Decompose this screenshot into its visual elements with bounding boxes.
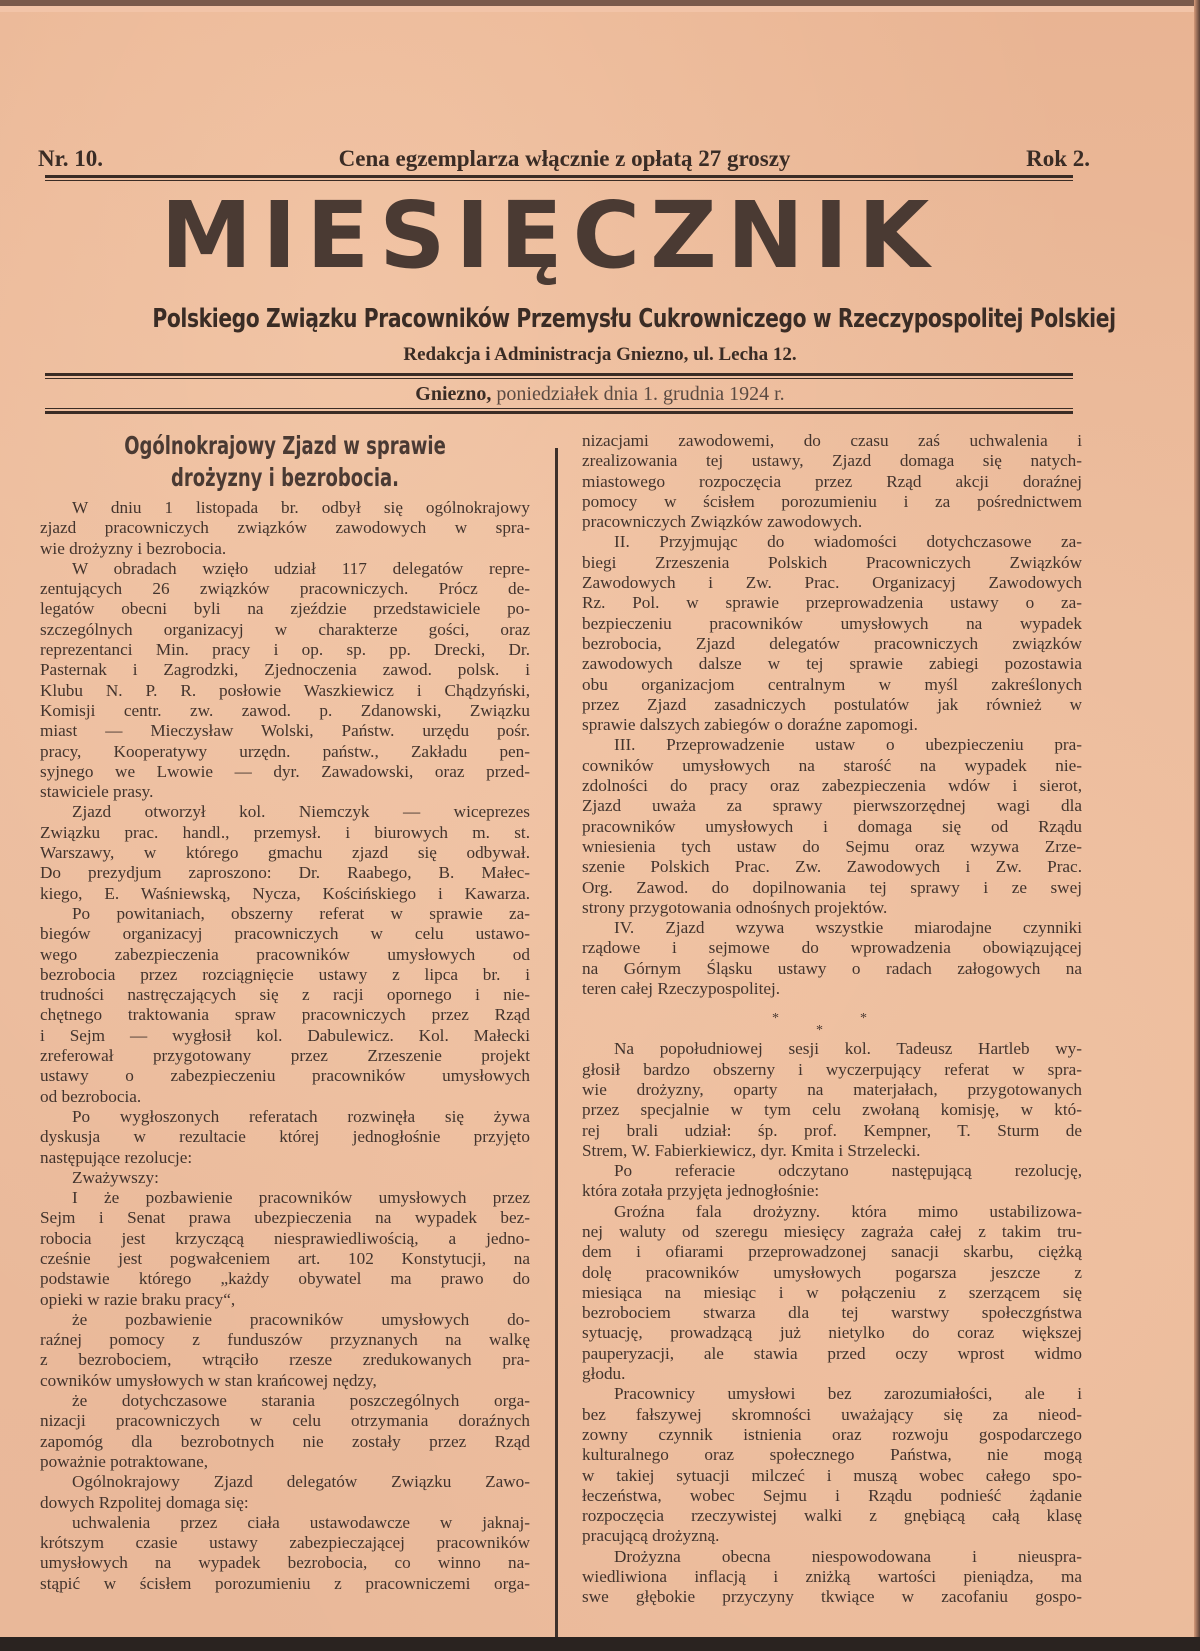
- section-separator: [582, 999, 1082, 1039]
- text-line: sprawie dalszych zabiegów o doraźne zapomogi.: [582, 715, 918, 735]
- separator-asterisk: *: [772, 1011, 779, 1027]
- dateline-place: Gniezno,: [415, 383, 492, 405]
- text-line: wniesienia tych ustaw do Sejmu oraz wzywa Zrze-: [582, 836, 1082, 856]
- text-line: W obradach wzięło udział 117 delegatów repre-: [72, 558, 530, 578]
- text-line: obu organizacjom centralnym w myśl zakreślonych: [582, 674, 1082, 694]
- text-line: rej brali udział: śp. prof. Kempner, T. Sturm de: [582, 1120, 1082, 1140]
- text-line: Strem, W. Fabierkiewicz, dyr. Kmita i Strzelecki.: [582, 1140, 921, 1160]
- text-line: kiego, E. Waśniewską, Nycza, Kościńskiego i Kawarza.: [40, 883, 530, 903]
- text-line: przez Zjazd zasadniczych postulatów jak również w: [582, 694, 1082, 714]
- masthead-rule-bottom: [45, 411, 1073, 414]
- text-line: dolę pracowników umysłowych pogarsza jeszcze z: [582, 1262, 1082, 1282]
- text-line: miastowego rozpoczęcia przez Rząd akcji doraźnej: [582, 471, 1082, 491]
- text-line: która zotała przyjęta jednogłośnie:: [582, 1181, 820, 1201]
- text-line: w takiej sytuacji milczeć i muszą wobec całego spo-: [582, 1465, 1082, 1485]
- text-line: wiedliwiona inflacją i zniżką wartości pieniądza, ma: [582, 1567, 1082, 1587]
- text-line: pauperyzacji, ale stawia przed oczy wprost widmo: [582, 1343, 1082, 1363]
- text-line: Rz. Pol. w sprawie przeprowadzenia ustawy o za-: [582, 593, 1082, 613]
- text-line: krótszym czasie ustawy zabezpieczającej pracowników: [40, 1533, 530, 1553]
- separator-asterisk: *: [860, 1011, 867, 1027]
- text-line: Ogólnokrajowy Zjazd delegatów Związku Zawo-: [72, 1472, 530, 1492]
- text-line: Groźna fala drożyzny. która mimo ustabilizowa-: [614, 1201, 1082, 1221]
- text-line: miast — Mieczysław Wolski, Państw. urzędu pośr.: [40, 721, 530, 741]
- text-line: zapomóg dla bezrobotnych nie zostały przez Rząd: [40, 1431, 530, 1451]
- text-line: Po wygłoszonych referatach rozwinęła się żywa: [72, 1106, 530, 1126]
- text-line: robocia jest krzyczącą niesprawiedliwością, a jedno-: [40, 1228, 530, 1248]
- text-line: Sejm i Senat prawa ubezpieczenia na wypadek bez-: [40, 1208, 530, 1228]
- text-line: łeczeństwa, wobec Sejmu i Rządu podnieść żądanie: [582, 1485, 1082, 1505]
- text-line: zjazd pracowniczych związków zawodowych w spra-: [40, 518, 530, 538]
- text-line: bezrobociem stwarza dla tej warstwy społeczgństwa: [582, 1303, 1082, 1323]
- text-line: chętnego traktowania spraw pracowniczych przez Rząd: [40, 1005, 530, 1025]
- text-line: zreferował przygotowany przez Zrzeszenie projekt: [40, 1046, 530, 1066]
- right-column-text-afternoon-session: [582, 1039, 1082, 1607]
- text-line: że pozbawienie pracowników umysłowych do-: [72, 1309, 530, 1329]
- masthead-rule-middle-thin: [45, 378, 1073, 379]
- text-line: głosił bardzo obszerny i wyczerpujący referat w spra-: [582, 1059, 1082, 1079]
- text-line: stawiciele prasy.: [40, 782, 154, 802]
- text-line: biegów organizacyj pracowniczych w celu ustawo-: [40, 924, 530, 944]
- text-line: zdolności do pracy oraz zabezpieczenia wdów i sierot,: [582, 776, 1082, 796]
- issue-number: Nr. 10.: [38, 146, 103, 171]
- newspaper-subtitle: Polskiego Związku Pracowników Przemysłu Cukrowniczego w Rzeczypospolitej Polskiej: [152, 304, 1116, 334]
- masthead-rule-bottom-thin: [45, 408, 1073, 409]
- headline-line: drożyzny i bezrobocia.: [171, 463, 399, 492]
- text-line: nizacjami zawodowemi, do czasu zaś uchwalenia i: [582, 431, 1082, 450]
- text-line: że dotychczasowe starania poszczególnych orga-: [72, 1391, 530, 1411]
- text-line: od bezrobocia.: [40, 1086, 142, 1106]
- text-line: nej waluty od szeregu miesięcy zagraża całej z takim tru-: [582, 1221, 1082, 1241]
- text-line: Po powitaniach, obszerny referat w sprawie za-: [72, 903, 530, 923]
- text-line: W dniu 1 listopada br. odbył się ogólnokrajowy: [72, 498, 530, 517]
- text-line: legatów obecni byli na zjeździe przedstawiciele po-: [40, 599, 530, 619]
- text-line: I że pozbawienie pracowników umysłowych przez: [72, 1188, 530, 1208]
- text-line: II. Przyjmując do wiadomości dotychczasowe za-: [614, 532, 1082, 552]
- text-line: swe głębokie przyczyny tkwiące w zacofaniu gospo-: [582, 1587, 1082, 1607]
- text-line: Org. Zawod. do dopilnowania tej sprawy i ze swej: [582, 877, 1082, 897]
- text-line: umysłowych na wypadek bezrobocia, co winno na-: [40, 1553, 530, 1573]
- text-line: teren całej Rzeczypospolitej.: [582, 979, 781, 999]
- column-divider: [555, 448, 558, 1638]
- text-line: następujące rezolucje:: [40, 1147, 193, 1167]
- dateline-date: poniedziałek dnia 1. grudnia 1924 r.: [491, 383, 785, 405]
- text-line: poważnie potraktowane,: [40, 1451, 208, 1471]
- text-line: reprezentanci Min. pracy i op. sp. pp. Drecki, Dr.: [40, 640, 530, 660]
- text-line: nizacji pracowniczych w celu otrzymania doraźnych: [40, 1411, 530, 1431]
- text-line: Komisji centr. zw. zawod. p. Zdanowski, Związku: [40, 700, 530, 720]
- page-top-fold: [0, 6, 1200, 12]
- text-line: biegi Zrzeszenia Polskich Pracowniczych Związków: [582, 552, 1082, 572]
- text-line: kulturalnego oraz społecznego Państwa, nie mogą: [582, 1445, 1082, 1465]
- text-line: pracowniczych Związków zawodowych.: [582, 512, 863, 532]
- text-line: Klubu N. P. R. posłowie Waszkiewicz i Chądzyński,: [40, 680, 530, 700]
- text-line: Do prezydjum zaproszono: Dr. Raabego, B. Małec-: [40, 863, 530, 883]
- text-line: rozpoczęcia rzeczywistej walki z gnębiącą całą klasę: [582, 1506, 1082, 1526]
- text-line: Po referacie odczytano następującą rezolucję,: [614, 1161, 1082, 1181]
- text-line: stąpić w ścisłem porozumieniu z pracowniczemi orga-: [40, 1573, 530, 1593]
- right-column-text-resolutions: [582, 431, 1082, 999]
- text-line: szczególnych organizacyj w charakterze gości, oraz: [40, 619, 530, 639]
- text-line: III. Przeprowadzenie ustaw o ubezpieczeniu pra-: [614, 735, 1082, 755]
- text-line: Zjazd uważa za sprawy pierwszorzędnej wagi dla: [582, 796, 1082, 816]
- text-line: trudności nastręczających się z racji opornego i nie-: [40, 985, 530, 1005]
- page-bottom-edge: [0, 1637, 1200, 1651]
- masthead-rule-middle: [45, 373, 1073, 376]
- text-line: wie drożyzny i bezrobocia.: [40, 538, 227, 558]
- text-line: głodu.: [582, 1364, 626, 1384]
- text-line: Związku prac. handl., przemysł. i biurowych m. st.: [40, 822, 530, 842]
- text-line: szenie Polskich Prac. Zw. Zawodowych i Zw. Prac.: [582, 857, 1082, 877]
- article-headline: [40, 430, 530, 494]
- text-line: bez fałszywej skromności uważający się za nieod-: [582, 1404, 1082, 1424]
- text-line: Warszawy, w którego gmachu zjazd się odbywał.: [40, 843, 530, 863]
- text-line: cowników umysłowych w stan krańcowej nędzy,: [40, 1370, 377, 1390]
- text-line: Zawodowych i Zw. Prac. Organizacyj Zawodowych: [582, 573, 1082, 593]
- text-line: zawodowych dalsze w tej sprawie zabiegi pozostawia: [582, 654, 1082, 674]
- text-line: wego zabezpieczenia pracowników umysłowych od: [40, 944, 530, 964]
- separator-asterisk: *: [816, 1023, 823, 1039]
- text-line: z bezrobociem, wtrąciło rzesze zredukowanych pra-: [40, 1350, 530, 1370]
- publication-year: Rok 2.: [1026, 146, 1090, 171]
- text-line: bezrobocia przez rozciągnięcie ustawy z lipca br. i: [40, 964, 530, 984]
- text-line: cześnie jest pogwałceniem art. 102 Konstytucji, na: [40, 1248, 530, 1268]
- text-line: ustawy o zabezpieczeniu pracowników umysłowych: [40, 1066, 530, 1086]
- text-line: dowych Rzpolitej domaga się:: [40, 1492, 249, 1512]
- text-line: miesiąca na miesiąc i w połączeniu z szerzącem się: [582, 1282, 1082, 1302]
- masthead-rule-top-thin: [45, 180, 1073, 181]
- text-line: na Górnym Śląsku ustawy o radach załogowych na: [582, 958, 1082, 978]
- text-line: Pasternak i Zagrodzki, Zjednoczenia zawod. polsk. i: [40, 660, 530, 680]
- text-line: zrealizowania tej ustawy, Zjazd domaga się natych-: [582, 451, 1082, 471]
- headline-line: Ogólnokrajowy Zjazd w sprawie: [124, 431, 446, 460]
- article-left-column: [40, 428, 530, 1594]
- text-line: Pracownicy umysłowi bez zarozumiałości, ale i: [614, 1384, 1082, 1404]
- text-line: Drożyzna obecna niespowodowana i nieuspra-: [614, 1546, 1082, 1566]
- text-line: przez specjalnie w tym celu zwołaną komisję, w któ-: [582, 1100, 1082, 1120]
- text-line: zentujących 26 związków pracowniczych. Prócz de-: [40, 579, 530, 599]
- text-line: zowny czynnik istnienia oraz rozwoju gospodarczego: [582, 1424, 1082, 1444]
- text-line: bezpieczeniu pracowników umysłowych na wypadek: [582, 613, 1082, 633]
- text-line: dyskusja w rezultacie której jednogłośnie przyjęto: [40, 1127, 530, 1147]
- text-line: opieki w razie braku pracy“,: [40, 1289, 236, 1309]
- text-line: dem i ofiarami przeprowadzonej sanacji skarbu, ciężką: [582, 1242, 1082, 1262]
- issue-dateline: [0, 383, 1200, 406]
- text-line: uchwalenia przez ciała ustawodawcze w jaknaj-: [72, 1512, 530, 1532]
- text-line: rządowe i sejmowe do wprowadzenia obowiązującej: [582, 938, 1082, 958]
- issue-price: Cena egzemplarza włącznie z opłatą 27 groszy: [338, 146, 791, 171]
- text-line: i Sejm — wygłosił kol. Dabulewicz. Kol. Małecki: [40, 1025, 530, 1045]
- text-line: bezrobocia, Zjazd delegatów pracowniczych związków: [582, 633, 1082, 653]
- text-line: Zjazd otworzył kol. Niemczyk — wiceprezes: [72, 802, 530, 822]
- newspaper-title: MIESIĘCZNIK: [160, 182, 940, 289]
- masthead-info-line: [38, 146, 1090, 172]
- text-line: strony przygotowania odnośnych projektów.: [582, 897, 888, 917]
- text-line: pracowników umysłowych i domaga się od Rządu: [582, 816, 1082, 836]
- text-line: pracującą drożyzną.: [582, 1526, 720, 1546]
- text-line: Na popołudniowej sesji kol. Tadeusz Hartleb wy-: [614, 1039, 1082, 1059]
- text-line: sytuację, prowadzącą już nietylko do coraz większej: [582, 1323, 1082, 1343]
- text-line: raźnej pomocy z funduszów przyznanych na walkę: [40, 1330, 530, 1350]
- editorial-address: Redakcja i Administracja Gniezno, ul. Lecha 12.: [403, 344, 797, 365]
- article-right-column: [582, 431, 1082, 1608]
- text-line: syjnego we Lwowie — dyr. Zawadowski, oraz przed-: [40, 761, 530, 781]
- text-line: podstawie którego „każdy obywatel ma prawo do: [40, 1269, 530, 1289]
- masthead-rule-top: [45, 175, 1073, 178]
- text-line: IV. Zjazd wzywa wszystkie miarodajne czynniki: [614, 918, 1082, 938]
- left-column-text: [40, 498, 530, 1594]
- text-line: Zważywszy:: [72, 1167, 159, 1187]
- text-line: pracy, Kooperatywy urzędn. państw., Zakładu pen-: [40, 741, 530, 761]
- text-line: cowników umysłowych na starość na wypadek nie-: [582, 755, 1082, 775]
- text-line: wie drożyzny, oparty na materjałach, przygotowanych: [582, 1079, 1082, 1099]
- text-line: pomocy w ścisłem porozumieniu i za pośrednictwem: [582, 491, 1082, 511]
- page-right-edge: [1194, 0, 1200, 1651]
